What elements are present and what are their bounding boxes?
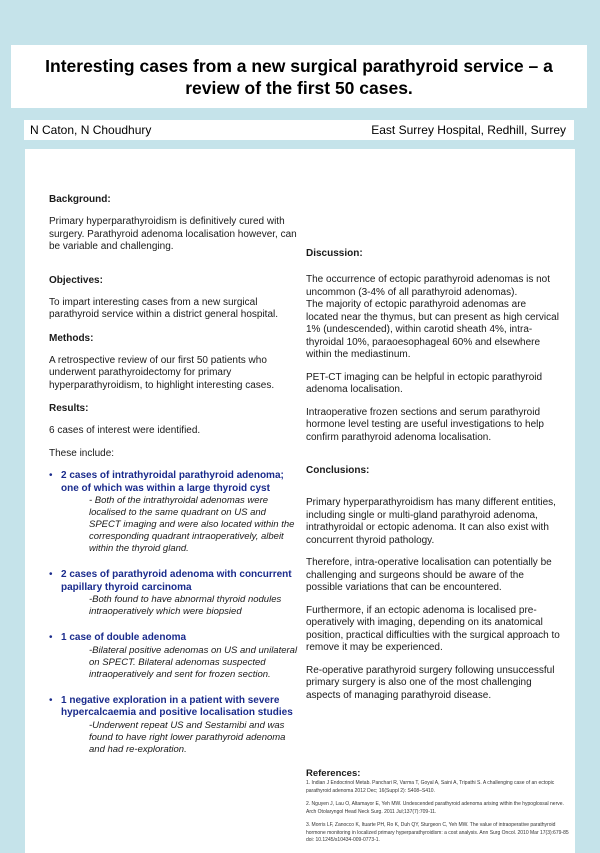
conclusions-paragraph: Furthermore, if an ectopic adenoma is localised pre-operatively with imaging, depending on its anatomical position, practical difficulties with the surgical approach to remove it may be experienced. [306, 604, 560, 653]
objectives-text: To impart interesting cases from a new surgical parathyroid service within a district general hospital. [49, 296, 278, 320]
conclusions-paragraph: Re-operative parathyroid surgery following unsuccessful primary surgery is also one of the most challenging aspects of managing parathyroid disease. [306, 664, 555, 701]
bullet-icon: • [49, 632, 53, 643]
discussion-paragraph: PET-CT imaging can be helpful in ectopic parathyroid adenoma localisation. [306, 371, 543, 395]
conclusions-paragraph: Primary hyperparathyroidism has many different entities, including single or multi-gland parathyroid adenoma, intrathyroidal or ectopic adenoma. It can also exist with concurrent thyroid pathology. [306, 497, 556, 546]
list-item [49, 632, 299, 681]
conclusions-paragraph: Therefore, intra-operative localisation can potentially be challenging and surgeons should be aware of the possible variations that can be encountered. [306, 557, 552, 593]
bullet-title: 1 negative exploration in a patient with severe hypercalcaemia and positive localisation studies [61, 694, 293, 718]
right-column [306, 247, 561, 702]
bullet-icon: • [49, 470, 53, 481]
conclusions-heading: Conclusions: [306, 465, 370, 476]
list-item [49, 695, 299, 756]
poster-title: Interesting cases from a new surgical parathyroid service – a review of the first 50 cases. [45, 55, 553, 98]
list-item [49, 569, 299, 618]
background-heading: Background: [49, 194, 111, 205]
references-heading: References: [306, 768, 361, 779]
discussion-paragraph: Intraoperative frozen sections and serum parathyroid hormone level testing are useful investigations to help confirm parathyroid adenoma localisation. [306, 406, 544, 443]
objectives-heading: Objectives: [49, 274, 103, 286]
results-heading: Results: [49, 403, 89, 414]
bullet-desc: -Underwent repeat US and Sestamibi and was found to have right lower parathyroid adenoma and had re-exploration. [89, 719, 286, 755]
references [306, 767, 571, 851]
reference-item: 2. Nguyen J, Lau O, Altamayor E, Yeh MW. Undescended parathyroid adenoma arising within the hypoglossal nerve. Arch Otolaryngol Head Neck Surg. 2011 Jul;137(7):709-11. [306, 801, 564, 815]
left-column [49, 193, 299, 770]
bullet-desc: -Both found to have abnormal thyroid nodules intraoperatively which were biopsied [89, 594, 282, 617]
bullet-icon: • [49, 694, 53, 706]
authors-bar [24, 120, 574, 140]
results-intro: These include: [49, 447, 115, 459]
reference-item: 3. Morris LF, Zanocco K, Ituarte PH, Ro K, Duh QY, Sturgeon C, Yeh MW. The value of intraoperative parathyroid hormone monitoring in localized primary hyperparathyroidism: a cost analysis. Ann Surg Oncol. 2010 Mar 17(3):679-85 doi: 10.1245/s10434-009-0773-1. [306, 822, 569, 843]
methods-heading: Methods: [49, 332, 94, 344]
bullet-title: 2 cases of intrathyroidal parathyroid adenoma; one of which was within a large thyroid cyst [61, 470, 284, 494]
discussion-paragraph: The majority of ectopic parathyroid adenomas are located near the thymus, but can present as high cervical 1% (undescended), within carotid sheath 4%, intra-thyroidal 10%, paraoesophageal 60% and elsewhere within the mediastinum. [306, 299, 559, 360]
bullet-title: 1 case of double adenoma [61, 632, 187, 643]
reference-item: 1. Indian J Endocrinol Metab. Panchari R, Varma T, Goyal A, Saini A, Tripathi S. A challenging case of an ectopic parathyroid adenoma 2012 Dec; 16(Suppl 2): S408–S410. [306, 780, 555, 794]
bullet-icon: • [49, 569, 53, 580]
results-text: 6 cases of interest were identified. [49, 425, 201, 436]
poster-body [25, 149, 575, 853]
background-text: Primary hyperparathyroidism is definitively cured with surgery. Parathyroid adenoma localisation however, can be variable and challenging. [49, 216, 297, 252]
discussion-heading: Discussion: [306, 248, 363, 259]
bullet-desc: -Bilateral positive adenomas on US and unilateral on SPECT. Bilateral adenomas suspected intraoperatively and sent for frozen section. [89, 644, 298, 680]
bullet-title: 2 cases of parathyroid adenoma with concurrent papillary thyroid carcinoma [61, 569, 292, 593]
title-banner [11, 45, 587, 108]
results-list [49, 470, 299, 756]
bullet-desc: - Both of the intrathyroidal adenomas were localised to the same quadrant on US and SPECT imaging and were also located within the corresponding quadrant intraoperatively, albeit within the thyroid gland. [89, 495, 295, 554]
discussion-paragraph: The occurrence of ectopic parathyroid adenomas is not uncommon (3-4% of all parathyroid adenomas). [306, 274, 551, 298]
methods-text: A retrospective review of our first 50 patients who underwent parathyroidectomy for primary hyperparathyroidism, to highlight interesting cases. [49, 354, 275, 391]
list-item [49, 470, 299, 555]
affiliation: East Surrey Hospital, Redhill, Surrey [371, 123, 566, 137]
authors: N Caton, N Choudhury [30, 123, 152, 137]
